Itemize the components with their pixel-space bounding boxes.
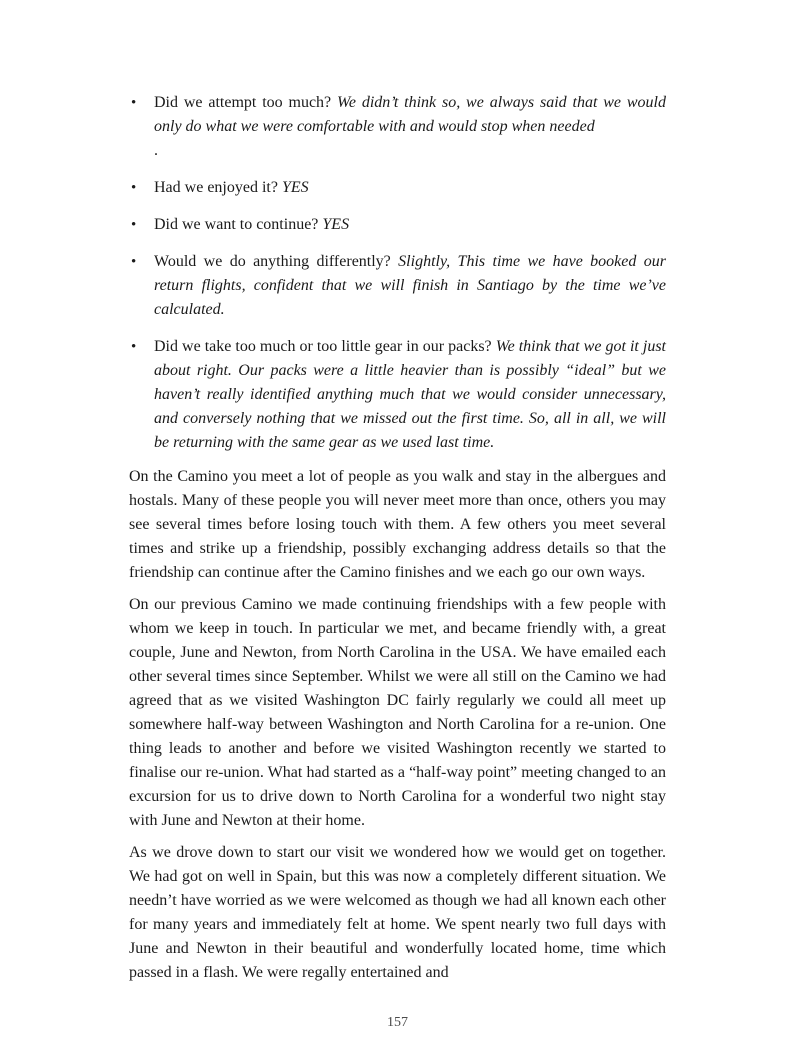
bullet-question: Would we do anything differently? [154, 253, 399, 270]
bullet-answer: YES [281, 179, 309, 196]
bullet-answer: We think that we got it just about right. Our packs were a little heavier than is possibly “ideal” but we haven’t really identified anything much that we would consider unnecessary, and conversely nothing that we missed out the first time. So, all in all, we will be returning with the same gear as we used last time. [154, 338, 667, 451]
bullet-icon: • [131, 217, 137, 233]
bullet-answer: We didn’t think so, we always said that we would only do what we were comfortable with and would stop when needed [154, 94, 667, 135]
bullet-question: Had we enjoyed it? [154, 179, 282, 196]
bullet-list [129, 91, 666, 455]
bullet-question: Did we want to continue? [154, 216, 323, 233]
paragraph: On our previous Camino we made continuing friendships with a few people with whom we keep in touch. In particular we met, and became friendly with, a great couple, June and Newton, from North Carolina in the USA. We have emailed each other several times since September. Whilst we were all still on the Camino we had agreed that as we visited Washington DC fairly regularly we could all meet up somewhere half-way between Washington and North Carolina for a re-union. One thing leads to another and before we visited Washington recently we started to finalise our re-union. What had started as a “half-way point” meeting changed to an excursion for us to drive down to North Carolina for a wonderful two night stay with June and Newton at their home. [129, 596, 666, 829]
paragraph: As we drove down to start our visit we wondered how we would get on together. We had got on well in Spain, but this was now a completely different situation. We needn’t have worried as we were welcomed as though we had all known each other for many years and immediately felt at home. We spent nearly two full days with June and Newton in their beautiful and wonderfully located home, time which passed in a flash. We were regally entertained and [129, 844, 666, 981]
bullet-icon: • [131, 180, 137, 196]
bullet-icon: • [131, 339, 137, 355]
bullet-text [154, 91, 666, 163]
bullet-trailing-period: . [154, 142, 158, 159]
bullet-icon: • [131, 95, 137, 111]
bullet-answer: Slightly, This time we have booked our return flights, confident that we will finish in Santiago by the time we’ve calculated. [154, 253, 666, 318]
bullet-text [154, 250, 666, 322]
list-item [131, 335, 666, 455]
page-number: 157 [387, 1015, 408, 1030]
list-item [131, 250, 666, 322]
list-item [131, 91, 666, 163]
list-item [131, 176, 666, 200]
bullet-question: Did we take too much or too little gear in our packs? [154, 338, 496, 355]
list-item [131, 213, 666, 237]
bullet-text [154, 213, 666, 237]
bullet-text [154, 335, 666, 455]
bullet-icon: • [131, 254, 137, 270]
bullet-question: Did we attempt too much? [154, 94, 338, 111]
bullet-text [154, 176, 666, 200]
bullet-answer: YES [322, 216, 350, 233]
page-content [129, 91, 666, 985]
paragraph: On the Camino you meet a lot of people as you walk and stay in the albergues and hostals. Many of these people you will never meet more than once, others you may see several times before losing touch with them. A few others you meet several times and strike up a friendship, possibly exchanging address details so that the friendship can continue after the Camino finishes and we each go our own ways. [129, 468, 666, 581]
